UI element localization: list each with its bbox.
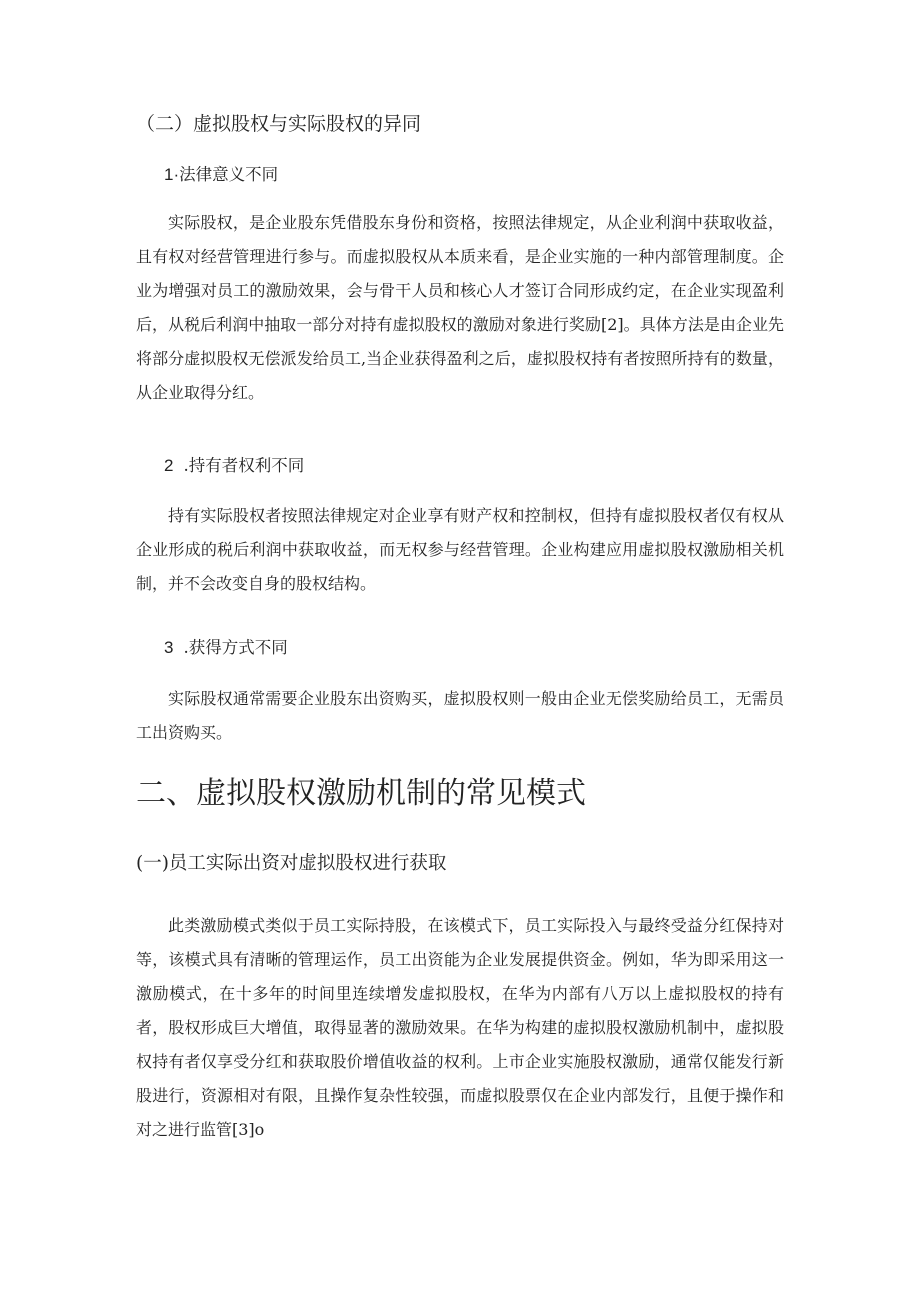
chapter-heading-common-models: 二、虚拟股权激励机制的常见模式 [136,776,586,811]
paragraph-legal-meaning: 实际股权，是企业股东凭借股东身份和资格，按照法律规定，从企业利润中获取收益，且有权对经营管理进行参与。而虚拟股权从本质来看，是企业实施的一种内部管理制度。企业为增强对员工的激励效果，会与骨干人员和核心人才签订合同形成约定，在企业实现盈利后，从税后利润中抽取一部分对持有虚拟股权的激励对象进行奖励[2]。具体方法是由企业先将部分虚拟股权无偿派发给员工,当企业获得盈利之后，虚拟股权持有者按照所持有的数量，从企业取得分红。 [136,213,784,402]
paragraph-holder-rights: 持有实际股权者按照法律规定对企业享有财产权和控制权，但持有虚拟股权者仅有权从企业形成的税后利润中获取收益，而无权参与经营管理。企业构建应用虚拟股权激励相关机制，并不会改变自身的股权结构。 [136,506,784,593]
item-title: .持有者权利不同 [183,456,305,475]
item-number: 1· [164,165,180,184]
item-number: 2 [164,456,174,475]
item-heading-holder-rights [164,454,304,478]
item-title: 法律意义不同 [179,165,279,184]
paragraph-employee-contribution: 此类激励模式类似于员工实际持股，在该模式下，员工实际投入与最终受益分红保持对等，该模式具有清晰的管理运作，员工出资能为企业发展提供资金。例如，华为即采用这一激励模式，在十多年的时间里连续增发虚拟股权，在华为内部有八万以上虚拟股权的持有者，股权形成巨大增值，取得显著的激励效果。在华为构建的虚拟股权激励机制中，虚拟股权持有者仅享受分红和获取股价增值收益的权利。上市企业实施股权激励，通常仅能发行新股进行，资源相对有限，且操作复杂性较强，而虚拟股票仅在企业内部发行，且便于操作和对之进行监管[3]o [136,916,784,1139]
section-heading-virtual-vs-actual-equity: （二）虚拟股权与实际股权的异同 [136,113,422,135]
section-heading-employee-contribution: (一)员工实际出资对虚拟股权进行获取 [136,853,447,874]
paragraph-acquisition-method: 实际股权通常需要企业股东出资购买，虚拟股权则一般由企业无偿奖励给员工，无需员工出资购买。 [136,689,784,742]
item-heading-legal-meaning [164,163,278,187]
item-title: .获得方式不同 [183,638,288,657]
item-number: 3 [164,638,174,657]
item-heading-acquisition-method [164,636,288,660]
